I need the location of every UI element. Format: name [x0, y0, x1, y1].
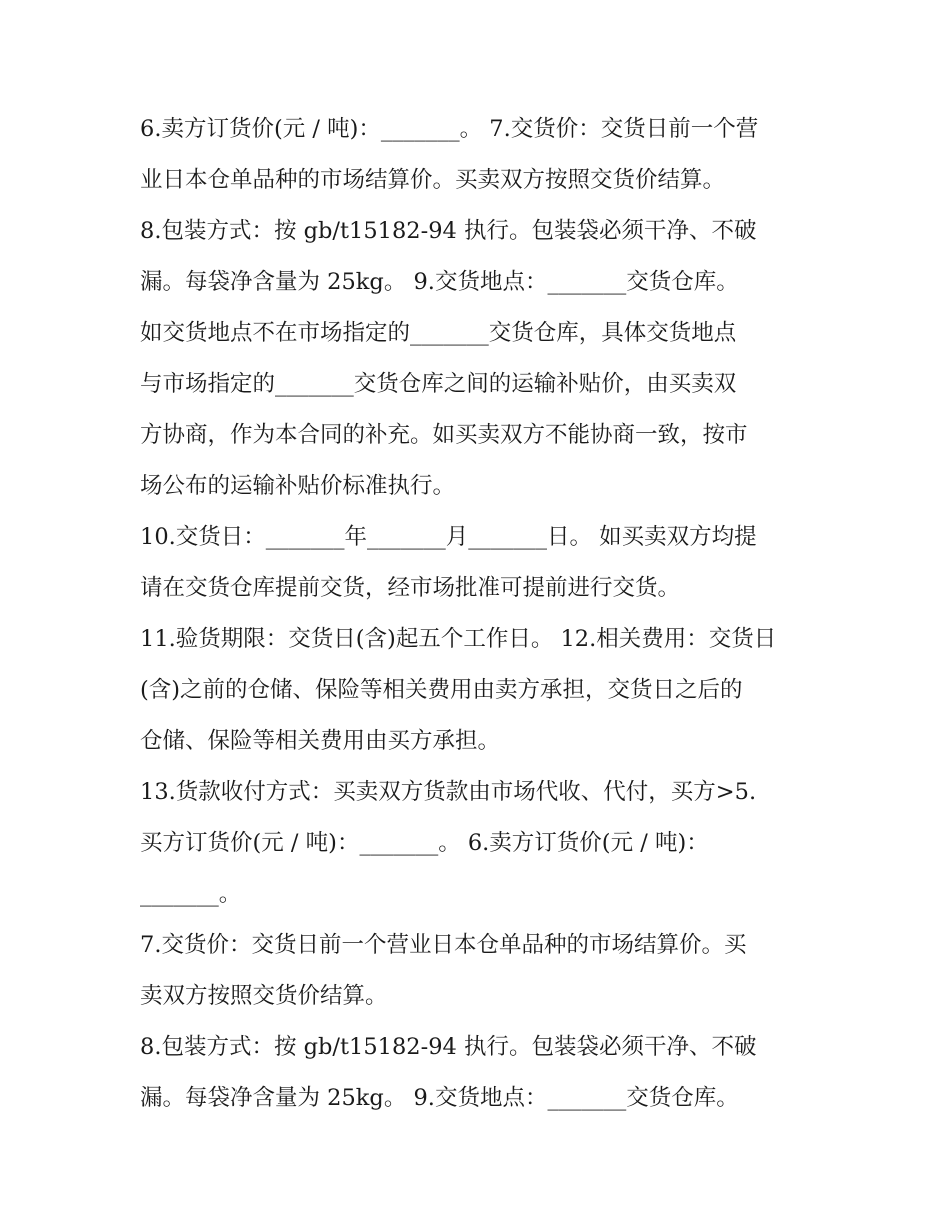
text-line: 漏。每袋净含量为 25kg。 9.交货地点：_______交货仓库。 [140, 1085, 739, 1111]
text-line: 场公布的运输补贴价标准执行。 [140, 473, 456, 499]
text-line: 8.包装方式：按 gb/t15182-94 执行。包装袋必须干净、不破 [140, 1034, 757, 1060]
text-line: 6.卖方订货价(元 / 吨)：_______。 7.交货价：交货日前一个营 [140, 116, 759, 142]
text-line: 与市场指定的_______交货仓库之间的运输补贴价，由买卖双 [140, 371, 737, 397]
text-line: (含)之前的仓储、保险等相关费用由卖方承担，交货日之后的 [140, 677, 743, 703]
text-line: 漏。每袋净含量为 25kg。 9.交货地点：_______交货仓库。 [140, 269, 739, 295]
text-line: 11.验货期限：交货日(含)起五个工作日。 12.相关费用：交货日 [140, 626, 777, 652]
text-line: 13.货款收付方式：买卖双方货款由市场代收、代付，买方>5. [140, 779, 757, 805]
text-line: 方协商，作为本合同的补充。如买卖双方不能协商一致，按市 [140, 422, 748, 448]
text-line: 10.交货日：_______年_______月_______日。 如买卖双方均提 [140, 524, 757, 550]
text-line: 业日本仓单品种的市场结算价。买卖双方按照交货价结算。 [140, 167, 726, 193]
text-line: 如交货地点不在市场指定的_______交货仓库，具体交货地点 [140, 320, 737, 346]
text-line: 请在交货仓库提前交货，经市场批准可提前进行交货。 [140, 575, 681, 601]
text-line: 买方订货价(元 / 吨)：_______。 6.卖方订货价(元 / 吨)： [140, 830, 709, 856]
text-line: 仓储、保险等相关费用由买方承担。 [140, 728, 501, 754]
text-line: 8.包装方式：按 gb/t15182-94 执行。包装袋必须干净、不破 [140, 218, 757, 244]
text-line: _______。 [140, 881, 242, 907]
text-line: 7.交货价：交货日前一个营业日本仓单品种的市场结算价。买 [140, 932, 747, 958]
document-body [140, 104, 820, 1124]
text-line: 卖双方按照交货价结算。 [140, 983, 388, 1009]
